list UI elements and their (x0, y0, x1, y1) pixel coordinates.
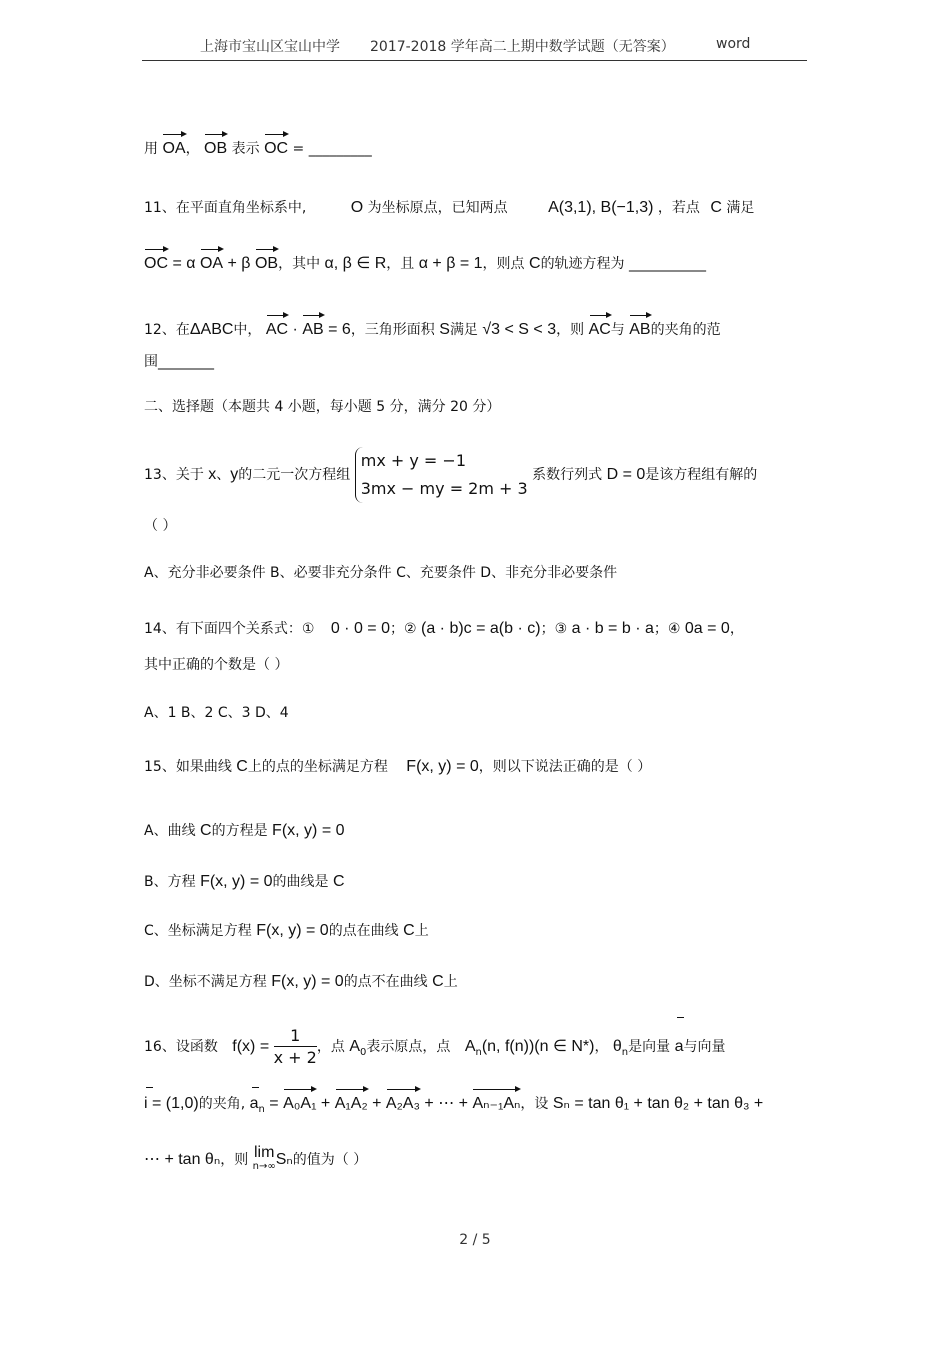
vector-oa: OA (162, 137, 185, 161)
header-school: 上海市宝山区宝山中学 (200, 39, 340, 55)
q14-line1: 14、有下面四个关系式：① 0 · 0 = 0；② (a · b)c = a(b · c)；③ a · b = b · a；④ 0a = 0， (144, 620, 744, 637)
page-header (142, 34, 807, 61)
vector-oa: OA (200, 252, 223, 276)
vector-ac: AC (589, 318, 611, 342)
vector-ab: AB (302, 318, 323, 342)
q15-option-b: B、方程 F(x, y) = 0的曲线是 C (144, 873, 345, 890)
q16-line3: ⋯ + tan θₙ，则 lim n→∞ Sₙ的值为（ ） (144, 1144, 368, 1172)
equation-system: mx + y = −1 3mx − my = 2m + 3 (355, 447, 528, 503)
q15-line: 15、如果曲线 C上的点的坐标满足方程 F(x, y) = 0，则以下说法正确的是（ ） (144, 758, 652, 775)
q16-line2: i = (1,0)的夹角, $a_n = A_0A_1 + A_1A_2 + A_2A_3$ + ⋯ + Aₙ₋₁Aₙ，设 Sₙ = tan θ₁ + tan θ₂ + tan θ₃ + (144, 1092, 763, 1122)
q12-line2: 围________ (144, 354, 214, 370)
limit: lim n→∞ (252, 1144, 276, 1172)
page-number: 2 / 5 (459, 1232, 491, 1248)
header-format: word (716, 36, 751, 52)
q14-line2: 其中正确的个数是（ ） (144, 657, 289, 673)
header-title: 2017-2018 学年高二上期中数学试题（无答案） (370, 39, 675, 55)
q11-line2: OC = α OA + β OB，其中 α, β ∈ R，且 α + β = 1，则点 C的轨迹方程为 ___________ (144, 252, 706, 276)
section-heading: 二、选择题（本题共 4 小题，每小题 5 分，满分 20 分） (144, 399, 501, 415)
vector-ab: AB (629, 318, 650, 342)
vector-ob: OB (204, 137, 227, 161)
q15-option-d: D、坐标不满足方程 F(x, y) = 0的点不在曲线 C上 (144, 973, 458, 990)
vector-oc: OC (264, 137, 288, 161)
fraction: $\frac{1}{x + 2}$ (273, 1025, 317, 1067)
vector-ob: OB (255, 252, 278, 276)
q14-options: A、1 B、2 C、3 D、4 (144, 705, 289, 721)
vector-oc: OC (144, 252, 168, 276)
q15-option-a: A、曲线 C的方程是 F(x, y) = 0 (144, 822, 345, 839)
q13-line: 13、关于 x、y的二元一次方程组 mx + y = −1 3mx − my = 2m + 3 系数行列式 D = 0是该方程组有解的 (144, 447, 757, 503)
q15-option-c: C、坐标满足方程 F(x, y) = 0的点在曲线 C上 (144, 922, 429, 939)
vector-a: a (675, 1022, 684, 1072)
q11-line1: 11、在平面直角坐标系中, O 为坐标原点，已知两点 A(3,1), B(−1,3) ，若点 C 满足 (144, 199, 755, 216)
q16-line1: 16、设函数 f(x) = $\frac{1}{x + 2}$ ，点 $A_0$表示原点，点 $A_n(n$, f(n))(n ∈ N*)， $\theta_n$是向量 a与向量 (144, 1022, 726, 1078)
q10-line: 用 OA， OB 表示 OC = _________ (144, 137, 372, 161)
q13-options: A、充分非必要条件 B、必要非充分条件 C、充要条件 D、非充分非必要条件 (144, 565, 618, 581)
q12-line1: 12、在ΔABC中， AC · AB = 6，三角形面积 S满足 √3 < S < 3，则 AC与 AB的夹角的范 (144, 318, 721, 342)
q13-paren: （ ） (144, 518, 177, 534)
vector-ac: AC (266, 318, 288, 342)
vector-i: i (144, 1092, 148, 1116)
